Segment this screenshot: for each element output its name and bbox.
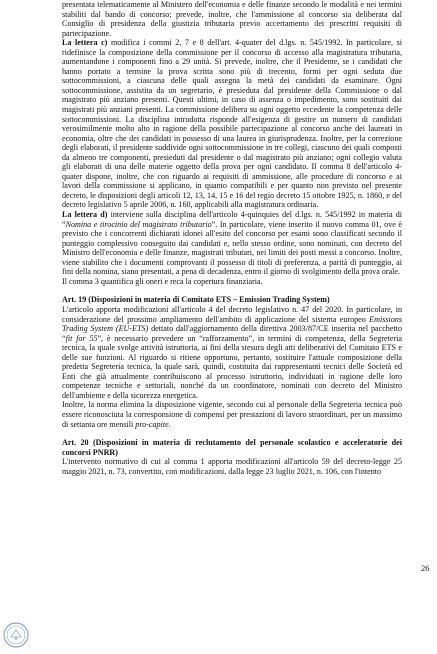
- art19-p1-mid: dettato dall'aggiornamento della direttiva 2003/87/CE inserita nel pacchetto “: [62, 324, 402, 343]
- seal-icon: [3, 622, 29, 648]
- letter-c-lead: La lettera c): [62, 38, 108, 48]
- art19-p2-after: .: [168, 419, 171, 429]
- art19-p1-before: L'articolo apporta modificazioni all'articolo 4 del decreto legislativo n. 47 del 2020. In particolare, in considerazione del prossimo ampliamento dell'ambito di applicazione del sistema europeo: [62, 304, 402, 324]
- section-gap: [62, 429, 402, 438]
- art19-heading: Art. 19 (Disposizioni in materia di Comitato ETS – Emission Trading System): [62, 295, 330, 305]
- intro-paragraph: presentata telematicamente al Ministero dell'economia e delle finanze secondo le modalità e nei termini stabiliti dal bando di concorso; prevede, inoltre, che l'ammissione al concorso sia deliberata dal Consiglio di presidenza della giustizia tributaria previo accertamento dei prescritti requisiti di partecipazione.: [62, 0, 402, 38]
- letter-c-paragraph: [62, 38, 402, 210]
- letter-d-text-before: interviene sulla disciplina dell'articolo 4-quinquies del d.lgs. n. 545/1992 in materia di “: [62, 210, 402, 229]
- art19-p1-italic1: Emissions Trading System (EU-ETS): [62, 314, 402, 334]
- letter-d-italic: Nomina e tirocinio del magistrato tributario: [65, 219, 212, 229]
- art19-p1-after: ”, è necessario prevedere un “rafforzamento”, in termini di competenza, della Segreteria tecnica, la quale svolge attività istruttoria, ai fini della stesura degli atti deliberativi del Comitato ETS e delle sue funzioni. Al riguardo si ritiene opportuno, pertanto, sostituire l'attuale composizione della predetta Segreteria tecnica, la quale sarà, quindi, costituita dai rappresentanti tecnici delle Società ed Enti che già attualmente contribuiscono al processo istruttorio, individuati in ragione delle loro competenze tecniche e settoriali, nonché da un coordinatore, nominati con decreto del Ministro dell'ambiente e della sicurezza energetica.: [62, 333, 402, 400]
- page-number: 26: [421, 563, 430, 573]
- document-page: [62, 0, 402, 476]
- art20-heading: Art. 20 (Disposizioni in materia di reclutamento del personale scolastico e acceleratorie dei concorsi PNRR): [62, 438, 402, 457]
- comma3-paragraph: Il comma 3 quantifica gli oneri e reca la copertura finanziaria.: [62, 276, 263, 286]
- art20-paragraph-1: L'intervento normativo di cui al comma 1 apporta modificazioni all'articolo 59 del decreto-legge 25 maggio 2021, n. 73, convertito, con modificazioni, dalla legge 23 luglio 2021, n. 106, con l'intento: [62, 457, 402, 476]
- letter-c-text: modifica i commi 2, 7 e 8 dell'art. 4-quater del d.lgs. n. 545/1992. In particolare, si ridefinisce la composizione della commissione per il concorso di accesso alla magistratura tributaria, aumentandone i componenti fino a 29 unità. Si prevede, inoltre, che il Presidente, se i candidati che hanno portato a termine la prova scritta sono più di trecento, formi per ogni seduta due sottocommissioni, a ciascuna delle quali assegna la metà dei candidati da esaminare. Ogni sottocommissione, assistita da un segretario, è presieduta dal presidente della Commissione o dal magistrato più anziano presenti. Questi ultimi, in caso di assenza o impedimento, sono sostituiti dai magistrati più anziani presenti. La commissione delibera su ogni oggetto eccedente la competenza delle sottocommissioni. La disciplina introdotta risponde all'esigenza di gestire un numero di candidati verosimilmente molto alto in ragione della possibile partecipazione al concorso anche dei laureati in economia, oltre che dei candidati in possesso di una laurea in giurisprudenza. Inoltre, per la correzione degli elaborati, il presidente suddivide ogni sottocommissione in tre collegi, ciascuno dei quali composti da almeno tre componenti, presieduti dal presidente o dal magistrato più anziano; ogni collegio valuta gli elaborati di una delle materie oggetto della prova per ogni candidato. Il comma 8 dell'articolo 4-quater dispone, inoltre, che con riguardo ai requisiti di ammissione, alle procedure di concorso e ai lavori della commissione si applicano, in quanto compatibili e per quanto non previsto nel presente decreto, le disposizioni degli articoli 12, 13, 14, 15 e 16 del regio decreto 15 ottobre 1925, n. 1860, e del decreto legislativo 5 aprile 2006, n. 160, applicabili alla magistratura ordinaria.: [62, 38, 402, 210]
- art19-p2-before: Inoltre, la norma elimina la disposizione vigente, secondo cui al personale della Segreteria tecnica può essere riconosciuta la corresponsione di compensi per prestazioni di lavoro straordinari, per un massimo di settanta ore mensili: [62, 400, 402, 429]
- art19-paragraph-2: [62, 400, 402, 429]
- art19-p2-italic: pro-capite: [135, 419, 169, 429]
- letter-d-lead: La lettera d): [62, 210, 108, 220]
- art19-paragraph-1: [62, 305, 402, 400]
- section-gap: [62, 286, 402, 295]
- letter-d-paragraph: [62, 210, 402, 277]
- art19-p1-italic2: fit for 55: [65, 333, 98, 343]
- letter-d-text-after: ”. In particolare, viene inserito il nuovo comma 01, ove è previsto che i concorrenti dichiarati idonei all'esito del concorso per esami sono classificati secondo il punteggio complessivo conseguito dai candidati e, nello stesso ordine, sono nominati, con decreto del Ministro dell'economia e delle finanze, magistrati tributari, nei limiti dei posti messi a concorso. Inoltre, viene stabilito che i documenti comprovanti il possesso di titoli di preferenza, a parità di punteggio, ai fini della nomina, siano presentati, a pena di decadenza, entro il giorno di svolgimento della prova orale.: [62, 219, 402, 277]
